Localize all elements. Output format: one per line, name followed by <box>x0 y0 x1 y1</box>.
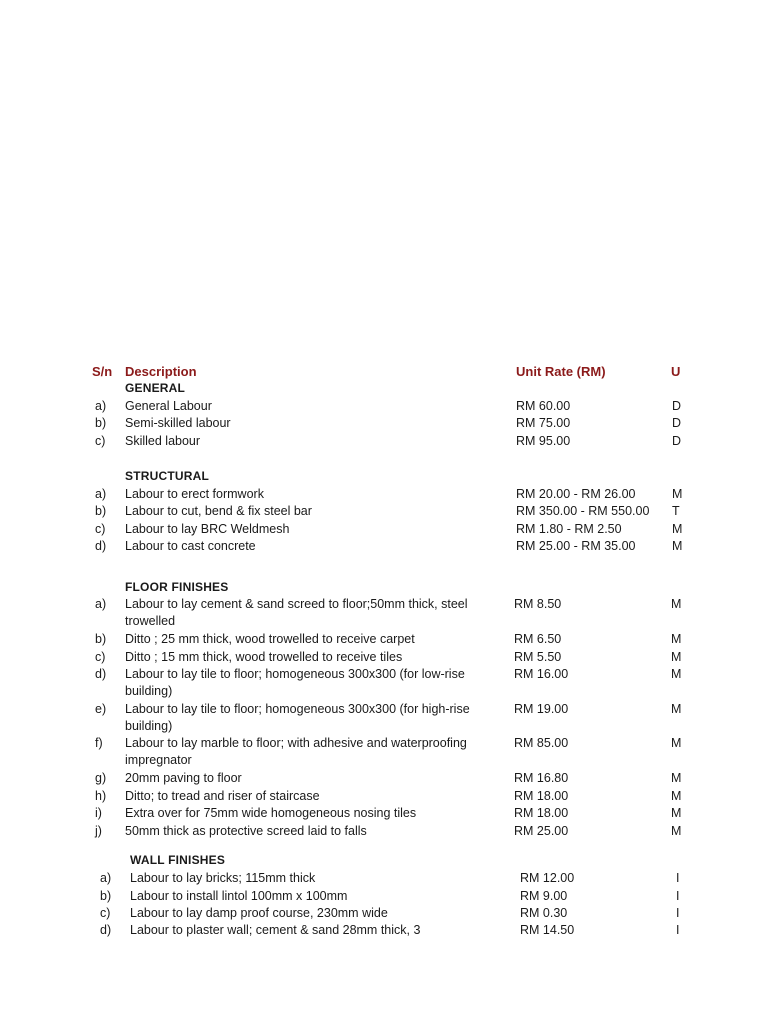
row-description: Labour to lay bricks; 115mm thick <box>130 871 316 885</box>
table-row <box>0 398 768 415</box>
row-rate: RM 1.80 - RM 2.50 <box>516 522 622 536</box>
row-sn: d) <box>95 667 107 681</box>
row-sn: j) <box>95 824 102 838</box>
row-unit: M <box>671 597 682 611</box>
header-unit: U <box>671 364 681 379</box>
row-description: Skilled labour <box>125 434 201 448</box>
row-rate: RM 75.00 <box>516 416 571 430</box>
row-sn: d) <box>100 923 112 937</box>
row-rate: RM 95.00 <box>516 434 571 448</box>
section-title-general: GENERAL <box>125 381 186 395</box>
table-row <box>0 870 768 887</box>
row-description: Labour to install lintol 100mm x 100mm <box>130 889 348 903</box>
row-description: Labour to erect formwork <box>125 487 264 501</box>
row-rate: RM 12.00 <box>520 871 575 885</box>
row-description: Ditto ; 15 mm thick, wood trowelled to receive tiles <box>125 650 403 664</box>
row-rate: RM 350.00 - RM 550.00 <box>516 504 650 518</box>
section-title-wall-finishes: WALL FINISHES <box>130 853 226 867</box>
table-row <box>0 503 768 520</box>
row-rate: RM 6.50 <box>514 632 562 646</box>
row-description: Labour to lay marble to floor; with adhesive and waterproofing impregnator <box>125 736 467 767</box>
row-unit: M <box>671 789 682 803</box>
table-row <box>0 666 768 698</box>
row-description: Extra over for 75mm wide homogeneous nosing tiles <box>125 806 417 820</box>
row-description: Labour to lay cement & sand screed to floor;50mm thick, steel trowelled <box>125 597 468 628</box>
row-sn: c) <box>95 522 106 536</box>
table-row <box>0 788 768 805</box>
row-sn: a) <box>95 399 107 413</box>
section-title-floor-finishes: FLOOR FINISHES <box>125 580 229 594</box>
row-unit: M <box>671 736 682 750</box>
row-unit: I <box>676 871 680 885</box>
row-description: Labour to cast concrete <box>125 539 256 553</box>
row-rate: RM 20.00 - RM 26.00 <box>516 487 636 501</box>
row-rate: RM 16.00 <box>514 667 569 681</box>
table-row <box>0 521 768 538</box>
row-description: Labour to lay tile to floor; homogeneous 300x300 (for low-rise building) <box>125 667 465 698</box>
row-unit: T <box>672 504 680 518</box>
table-row <box>0 805 768 822</box>
row-sn: b) <box>100 889 112 903</box>
table-row <box>0 701 768 733</box>
row-unit: D <box>672 434 682 448</box>
row-unit: I <box>676 906 680 920</box>
row-unit: M <box>671 667 682 681</box>
row-sn: d) <box>95 539 107 553</box>
row-description: 50mm thick as protective screed laid to falls <box>125 824 367 838</box>
row-rate: RM 25.00 <box>514 824 569 838</box>
row-sn: a) <box>95 487 107 501</box>
row-rate: RM 14.50 <box>520 923 575 937</box>
row-sn: g) <box>95 771 107 785</box>
row-unit: I <box>676 889 680 903</box>
row-rate: RM 0.30 <box>520 906 568 920</box>
row-sn: e) <box>95 702 107 716</box>
row-sn: a) <box>100 871 112 885</box>
table-row <box>0 823 768 840</box>
row-sn: h) <box>95 789 107 803</box>
row-sn: c) <box>95 434 106 448</box>
row-description: General Labour <box>125 399 212 413</box>
table-row <box>0 735 768 767</box>
row-rate: RM 9.00 <box>520 889 568 903</box>
table-row <box>0 770 768 787</box>
header-description: Description <box>125 364 197 379</box>
row-rate: RM 25.00 - RM 35.00 <box>516 539 636 553</box>
row-unit: I <box>676 923 680 937</box>
row-unit: M <box>671 650 682 664</box>
row-sn: b) <box>95 504 107 518</box>
row-unit: M <box>671 771 682 785</box>
row-description: Ditto; to tread and riser of staircase <box>125 789 320 803</box>
table-row <box>0 631 768 648</box>
row-sn: b) <box>95 416 107 430</box>
row-description: Labour to lay BRC Weldmesh <box>125 522 290 536</box>
row-unit: M <box>671 806 682 820</box>
row-rate: RM 16.80 <box>514 771 569 785</box>
section-title-structural: STRUCTURAL <box>125 469 209 483</box>
row-unit: M <box>671 632 682 646</box>
row-sn: c) <box>100 906 111 920</box>
table-row <box>0 486 768 503</box>
table-row <box>0 922 768 939</box>
row-sn: c) <box>95 650 106 664</box>
table-row <box>0 538 768 555</box>
table-row <box>0 596 768 628</box>
table-header <box>0 363 768 380</box>
row-rate: RM 5.50 <box>514 650 562 664</box>
row-unit: M <box>672 487 683 501</box>
row-unit: M <box>671 702 682 716</box>
row-sn: a) <box>95 597 107 611</box>
row-rate: RM 8.50 <box>514 597 562 611</box>
row-rate: RM 18.00 <box>514 806 569 820</box>
row-description: Labour to plaster wall; cement & sand 28mm thick, 3 <box>130 923 421 937</box>
table-row <box>0 888 768 905</box>
row-rate: RM 18.00 <box>514 789 569 803</box>
row-description: Ditto ; 25 mm thick, wood trowelled to receive carpet <box>125 632 415 646</box>
row-unit: M <box>671 824 682 838</box>
row-description: Semi-skilled labour <box>125 416 231 430</box>
row-rate: RM 60.00 <box>516 399 571 413</box>
row-sn: i) <box>95 806 102 820</box>
row-unit: M <box>672 522 683 536</box>
header-unit-rate: Unit Rate (RM) <box>516 364 606 379</box>
row-sn: f) <box>95 736 103 750</box>
table-row <box>0 905 768 922</box>
row-rate: RM 85.00 <box>514 736 569 750</box>
row-description: Labour to lay tile to floor; homogeneous 300x300 (for high-rise building) <box>125 702 470 733</box>
table-row <box>0 433 768 450</box>
table-row <box>0 649 768 666</box>
row-description: Labour to cut, bend & fix steel bar <box>125 504 312 518</box>
row-sn: b) <box>95 632 107 646</box>
row-rate: RM 19.00 <box>514 702 569 716</box>
row-unit: D <box>672 416 682 430</box>
row-description: 20mm paving to floor <box>125 771 242 785</box>
row-description: Labour to lay damp proof course, 230mm wide <box>130 906 388 920</box>
table-row <box>0 415 768 432</box>
header-sn: S/n <box>92 364 113 379</box>
row-unit: D <box>672 399 682 413</box>
row-unit: M <box>672 539 683 553</box>
